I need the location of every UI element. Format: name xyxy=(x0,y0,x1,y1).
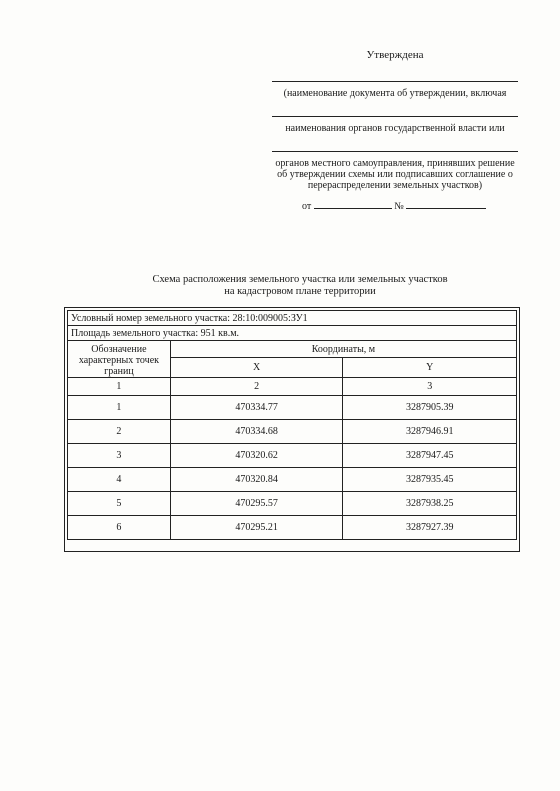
signature-line xyxy=(272,116,518,117)
table-row xyxy=(68,444,517,468)
x-cell: 470295.21 xyxy=(170,516,343,540)
date-blank xyxy=(314,208,392,209)
point-cell: 1 xyxy=(68,396,171,420)
table-row xyxy=(68,420,517,444)
point-column-header: Обозначение характерных точек границ xyxy=(68,341,171,378)
x-cell: 470320.84 xyxy=(170,468,343,492)
number-sign: № xyxy=(394,201,404,212)
table-row xyxy=(68,516,517,540)
y-cell: 3287935.45 xyxy=(343,468,517,492)
y-cell: 3287927.39 xyxy=(343,516,517,540)
x-cell: 470334.68 xyxy=(170,420,343,444)
area-value: Площадь земельного участка: 951 кв.м. xyxy=(68,326,517,341)
point-cell: 3 xyxy=(68,444,171,468)
column-index: 1 xyxy=(68,378,171,396)
y-cell: 3287938.25 xyxy=(343,492,517,516)
table-row xyxy=(68,311,517,326)
approval-note-1: (наименование документа об утверждении, включая xyxy=(283,88,507,99)
coords-column-header: Координаты, м xyxy=(170,341,516,358)
coordinates-table xyxy=(67,310,517,540)
approval-block xyxy=(270,50,520,212)
scheme-title-line-2: на кадастровом плане территории xyxy=(224,286,376,297)
approval-note-2: наименования органов государственной власти или xyxy=(285,123,505,134)
column-index: 2 xyxy=(170,378,343,396)
point-cell: 2 xyxy=(68,420,171,444)
y-cell: 3287946.91 xyxy=(343,420,517,444)
y-cell: 3287905.39 xyxy=(343,396,517,420)
x-cell: 470320.62 xyxy=(170,444,343,468)
number-blank xyxy=(406,208,486,209)
scheme-title-line-1: Схема расположения земельного участка или земельных участков xyxy=(152,274,448,285)
date-prefix: от xyxy=(302,201,312,212)
point-cell: 6 xyxy=(68,516,171,540)
signature-line xyxy=(272,81,518,82)
x-cell: 470334.77 xyxy=(170,396,343,420)
scheme-title xyxy=(80,274,520,298)
date-number-line xyxy=(270,201,520,212)
table-row xyxy=(68,492,517,516)
x-column-header: X xyxy=(170,358,343,378)
point-cell: 5 xyxy=(68,492,171,516)
y-column-header: Y xyxy=(343,358,517,378)
approval-title: Утверждена xyxy=(366,49,424,61)
table-row xyxy=(68,396,517,420)
column-index: 3 xyxy=(343,378,517,396)
signature-line xyxy=(272,151,518,152)
table-row xyxy=(68,468,517,492)
y-cell: 3287947.45 xyxy=(343,444,517,468)
point-cell: 4 xyxy=(68,468,171,492)
table-row xyxy=(68,326,517,341)
table-header-row xyxy=(68,341,517,358)
x-cell: 470295.57 xyxy=(170,492,343,516)
cadastral-number: Условный номер земельного участка: 28:10:009005:ЗУ1 xyxy=(68,311,517,326)
approval-note-3: органов местного самоуправления, принявших решение об утверждении схемы или подписавших соглашение о перераспределении земельных участков) xyxy=(275,158,515,191)
column-index-row xyxy=(68,378,517,396)
